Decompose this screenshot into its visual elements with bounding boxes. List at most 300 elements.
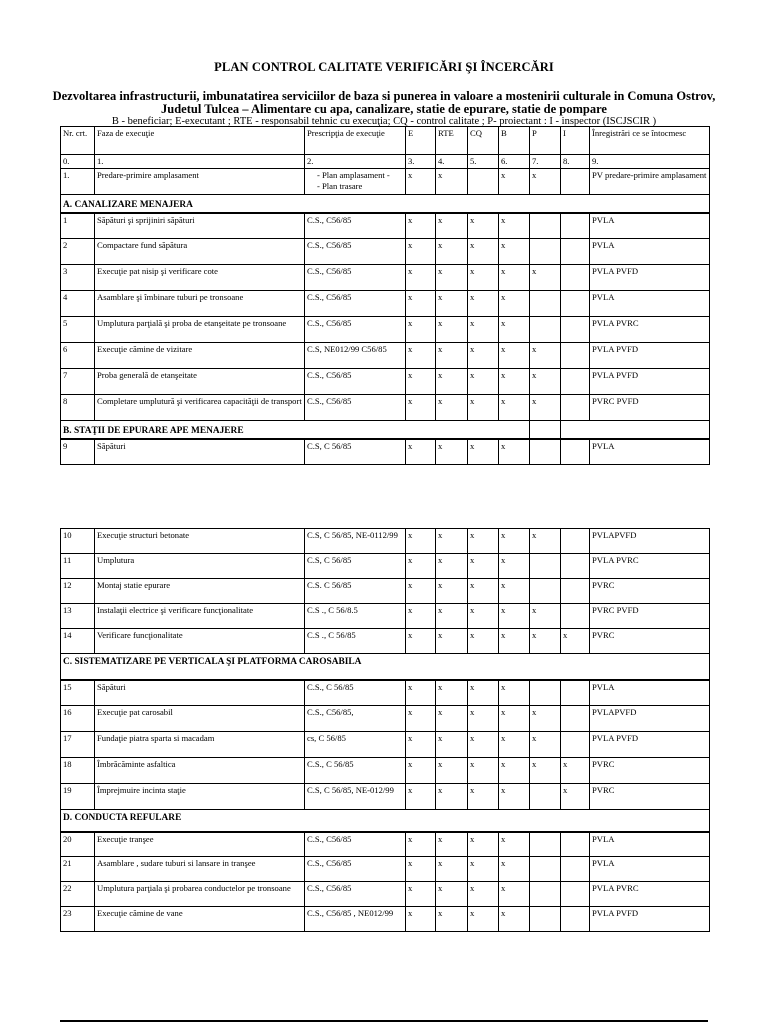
row-cq: x [468,784,499,810]
row-p: x [530,529,561,554]
row-cq: x [468,291,499,317]
row-p [530,784,561,810]
row-inregistrari: PVLA [590,857,710,882]
row-p [530,317,561,343]
column-number: 6. [499,155,530,169]
header-cq: CQ [468,127,499,155]
row-p [530,907,561,932]
row-p: x [530,265,561,291]
row-i: x [561,758,590,784]
row-faza: Săpături [95,439,305,465]
row-prescriptie [305,169,406,195]
header-nr: Nr. crt. [61,127,95,155]
row-prescriptie: C.S., C56/85 [305,882,406,907]
row-faza: Execuţie cămine de vizitare [95,343,305,369]
row-b: x [499,732,530,758]
row-rte: x [436,529,468,554]
row-i [561,529,590,554]
row-cq: x [468,554,499,579]
row-number: 14 [61,629,95,654]
table-row [61,369,710,395]
row-p: x [530,369,561,395]
row-rte: x [436,832,468,857]
row-prescriptie: C.S., C56/85 [305,265,406,291]
row-cq: x [468,579,499,604]
row-rte: x [436,882,468,907]
row-faza: Execuţie tranşee [95,832,305,857]
row-cq [468,169,499,195]
row-cq: x [468,629,499,654]
row-b: x [499,758,530,784]
row-rte: x [436,395,468,421]
row-e: x [406,369,436,395]
table-row [61,857,710,882]
row-i [561,317,590,343]
row-inregistrari: PVRC [590,784,710,810]
row-e: x [406,629,436,654]
row-rte: x [436,343,468,369]
row-faza: Umplutura [95,554,305,579]
row-prescriptie: C.S., C 56/85 [305,758,406,784]
row-number: 16 [61,706,95,732]
row-faza: Execuţie pat carosabil [95,706,305,732]
row-p [530,291,561,317]
row-e: x [406,439,436,465]
header-p: P [530,127,561,155]
row-e: x [406,291,436,317]
row-p: x [530,395,561,421]
row-e: x [406,857,436,882]
row-prescriptie: C.S, C 56/85, NE-012/99 [305,784,406,810]
row-b: x [499,784,530,810]
row-rte: x [436,213,468,239]
row-b: x [499,291,530,317]
row-cq: x [468,732,499,758]
row-b: x [499,554,530,579]
row-number: 22 [61,882,95,907]
next-page-table-edge [60,1020,708,1022]
header-inregistrari: Înregistrări ce se întocmesc [590,127,710,155]
row-b: x [499,395,530,421]
row-inregistrari: PVLA [590,239,710,265]
row-i [561,369,590,395]
row-e: x [406,758,436,784]
row-faza: Asamblare , sudare tuburi si lansare in tranşee [95,857,305,882]
table-row [61,680,710,706]
column-number: 9. [590,155,710,169]
section-d-rows [61,832,710,932]
row-rte: x [436,554,468,579]
section-b-rows [61,529,710,654]
row-inregistrari: PVLA [590,291,710,317]
row-number: 20 [61,832,95,857]
column-number-row [61,155,710,169]
row-number: 4 [61,291,95,317]
column-number: 8. [561,155,590,169]
header-prescriptie: Prescripţia de execuţie [305,127,406,155]
row-b: x [499,706,530,732]
table-row [61,213,710,239]
section-a-rows [61,213,710,421]
prescriptie-item: - Plan trasare [329,181,403,192]
row-faza: Instalaţii electrice şi verificare funcţionalitate [95,604,305,629]
document-subtitle: Dezvoltarea infrastructurii, imbunatatirea serviciilor de baza si punerea in valoare a mostenirii culturale in Comuna Ostrov, Judetul Tulcea – Alimentare cu apa, canalizare, statie de epurare, statie de pompare [52,89,716,116]
row-i [561,395,590,421]
row-faza: Asamblare şi îmbinare tuburi pe tronsoane [95,291,305,317]
row-inregistrari: PVLA PVFD [590,265,710,291]
row-e: x [406,907,436,932]
row-i [561,907,590,932]
row-number: 5 [61,317,95,343]
row-e: x [406,706,436,732]
row-rte: x [436,439,468,465]
row-inregistrari: PVRC PVFD [590,395,710,421]
control-table-page-bottom [60,528,710,932]
row-i [561,169,590,195]
row-b: x [499,169,530,195]
section-title: B. STAŢII DE EPURARE APE MENAJERE [61,421,530,439]
control-table-page-top [60,126,710,465]
row-cq: x [468,857,499,882]
row-e: x [406,317,436,343]
row-p [530,213,561,239]
row-prescriptie: C.S., C56/85, [305,706,406,732]
row-number: 1. [61,169,95,195]
row-rte: x [436,579,468,604]
row-i [561,343,590,369]
row-faza: Săpături [95,680,305,706]
row-faza: Execuţie cămine de vane [95,907,305,932]
table-row [61,239,710,265]
empty-cell [530,421,561,439]
row-faza: Îmbrăcăminte asfaltica [95,758,305,784]
table-row [61,732,710,758]
row-number: 23 [61,907,95,932]
row-p: x [530,732,561,758]
row-p: x [530,706,561,732]
row-i [561,554,590,579]
row-cq: x [468,369,499,395]
row-prescriptie: C.S., C56/85 [305,317,406,343]
row-rte: x [436,604,468,629]
header-rte: RTE [436,127,468,155]
row-faza: Completare umplutură şi verificarea capacităţii de transport [95,395,305,421]
row-number: 7 [61,369,95,395]
row-p [530,439,561,465]
row-i [561,604,590,629]
row-p [530,857,561,882]
row-e: x [406,680,436,706]
row-e: x [406,554,436,579]
row-cq: x [468,265,499,291]
row-cq: x [468,907,499,932]
prescriptie-item: - Plan amplasament - [329,170,403,181]
row-faza: Împrejmuire incinta staţie [95,784,305,810]
row-faza: Compactare fund săpătura [95,239,305,265]
row-cq: x [468,680,499,706]
row-faza: Verificare funcţionalitate [95,629,305,654]
column-number: 4. [436,155,468,169]
row-i [561,680,590,706]
row-i [561,857,590,882]
header-row [61,127,710,155]
row-p [530,882,561,907]
section-title: D. CONDUCTA REFULARE [61,810,710,832]
row-i [561,239,590,265]
row-number: 1 [61,213,95,239]
row-prescriptie: C.S, C 56/85 [305,439,406,465]
row-p [530,680,561,706]
row-faza: Proba generală de etanşeitate [95,369,305,395]
row-prescriptie: cs, C 56/85 [305,732,406,758]
column-number: 3. [406,155,436,169]
row-number: 2 [61,239,95,265]
row-e: x [406,529,436,554]
row-inregistrari: PV predare-primire amplasament [590,169,710,195]
row-rte: x [436,706,468,732]
section-title: C. SISTEMATIZARE PE VERTICALA ŞI PLATFORMA CAROSABILA [61,654,710,680]
row-rte: x [436,732,468,758]
row-inregistrari: PVLA [590,439,710,465]
row-e: x [406,239,436,265]
row-b: x [499,832,530,857]
row-cq: x [468,758,499,784]
row-prescriptie: C.S, C 56/85, NE-0112/99 [305,529,406,554]
row-i [561,579,590,604]
row-number: 18 [61,758,95,784]
row-prescriptie: C.S, C 56/85 [305,554,406,579]
row-prescriptie: C.S., C56/85 , NE012/99 [305,907,406,932]
row-rte: x [436,317,468,343]
row-p [530,239,561,265]
row-p [530,579,561,604]
row-p: x [530,343,561,369]
row-rte: x [436,758,468,784]
row-cq: x [468,317,499,343]
row-inregistrari: PVLA PVRC [590,554,710,579]
table-row [61,317,710,343]
row-rte: x [436,291,468,317]
table-row [61,832,710,857]
row-rte: x [436,857,468,882]
row-inregistrari: PVLAPVFD [590,706,710,732]
row-cq: x [468,239,499,265]
table-row [61,579,710,604]
column-number: 2. [305,155,406,169]
row-p: x [530,169,561,195]
row-p: x [530,604,561,629]
row-faza: Montaj statie epurare [95,579,305,604]
row-i [561,732,590,758]
column-number: 1. [95,155,305,169]
header-i: I [561,127,590,155]
row-e: x [406,604,436,629]
row-b: x [499,907,530,932]
row-faza: Execuţie structuri betonate [95,529,305,554]
row-i [561,265,590,291]
row-rte: x [436,169,468,195]
row-b: x [499,882,530,907]
row-rte: x [436,629,468,654]
row-inregistrari: PVLA [590,680,710,706]
section-header-b [61,421,710,439]
column-number: 5. [468,155,499,169]
row-number: 6 [61,343,95,369]
row-b: x [499,317,530,343]
row-inregistrari: PVLA PVFD [590,732,710,758]
row-i [561,882,590,907]
document-title: PLAN CONTROL CALITATE VERIFICĂRI ŞI ÎNCERCĂRI [214,60,554,74]
table-row [61,343,710,369]
row-b: x [499,213,530,239]
row-prescriptie: C.S. C 56/85 [305,579,406,604]
row-prescriptie: C.S., C56/85 [305,857,406,882]
row-b: x [499,239,530,265]
row-prescriptie: C.S., C56/85 [305,239,406,265]
table-row [61,265,710,291]
row-faza: Săpături şi sprijiniri săpături [95,213,305,239]
table-row [61,529,710,554]
row-p [530,832,561,857]
row-inregistrari: PVRC PVFD [590,604,710,629]
row-inregistrari: PVRC [590,629,710,654]
section-title: A. CANALIZARE MENAJERA [61,195,710,213]
row-cq: x [468,213,499,239]
row-cq: x [468,832,499,857]
table-row [61,907,710,932]
row-p [530,554,561,579]
row-inregistrari: PVRC [590,579,710,604]
row-cq: x [468,439,499,465]
row-b: x [499,579,530,604]
row-faza: Umplutura parţială şi proba de etanşeitate pe tronsoane [95,317,305,343]
row-prescriptie: C.S., C56/85 [305,395,406,421]
row-i [561,706,590,732]
column-number: 0. [61,155,95,169]
row-e: x [406,732,436,758]
row-faza: Execuţie pat nisip şi verificare cote [95,265,305,291]
row-e: x [406,832,436,857]
table-row [61,882,710,907]
row-number: 11 [61,554,95,579]
row-number: 19 [61,784,95,810]
row-e: x [406,343,436,369]
row-b: x [499,265,530,291]
table-row [61,395,710,421]
row-faza: Predare-primire amplasament [95,169,305,195]
row-prescriptie: C.S ., C 56/8.5 [305,604,406,629]
row-number: 15 [61,680,95,706]
row-e: x [406,265,436,291]
row-inregistrari: PVLA PVRC [590,317,710,343]
section-header-d [61,810,710,832]
row-inregistrari: PVLA [590,213,710,239]
row-i [561,832,590,857]
row-prescriptie: C.S, NE012/99 C56/85 [305,343,406,369]
row-inregistrari: PVLA PVRC [590,882,710,907]
row-b: x [499,369,530,395]
row-inregistrari: PVLA PVFD [590,907,710,932]
row-number: 13 [61,604,95,629]
row-cq: x [468,395,499,421]
row-e: x [406,579,436,604]
row-p: x [530,629,561,654]
row-prescriptie: C.S., C56/85 [305,832,406,857]
row-inregistrari: PVLAPVFD [590,529,710,554]
section-header-a [61,195,710,213]
row-number: 9 [61,439,95,465]
row-b: x [499,439,530,465]
row-inregistrari: PVRC [590,758,710,784]
row-rte: x [436,907,468,932]
column-number: 7. [530,155,561,169]
table-row [61,169,710,195]
row-e: x [406,784,436,810]
row-faza: Umplutura parţiala şi probarea conductelor pe tronsoane [95,882,305,907]
row-i: x [561,629,590,654]
row-cq: x [468,882,499,907]
row-b: x [499,680,530,706]
empty-cell [561,421,710,439]
row-prescriptie: C.S., C56/85 [305,213,406,239]
section-header-c [61,654,710,680]
table-row [61,784,710,810]
row-prescriptie: C.S., C56/85 [305,369,406,395]
section-c-rows [61,680,710,810]
row-i [561,439,590,465]
row-cq: x [468,706,499,732]
row-prescriptie: C.S., C56/85 [305,291,406,317]
row-number: 17 [61,732,95,758]
row-b: x [499,604,530,629]
row-prescriptie: C.S., C 56/85 [305,680,406,706]
row-inregistrari: PVLA PVFD [590,369,710,395]
row-b: x [499,529,530,554]
row-number: 21 [61,857,95,882]
row-prescriptie: C.S ., C 56/85 [305,629,406,654]
row-faza: Fundaţie piatra sparta si macadam [95,732,305,758]
row-inregistrari: PVLA PVFD [590,343,710,369]
row-i [561,291,590,317]
row-cq: x [468,529,499,554]
row-b: x [499,857,530,882]
row-e: x [406,395,436,421]
row-rte: x [436,784,468,810]
row-cq: x [468,604,499,629]
row-e: x [406,169,436,195]
row-e: x [406,213,436,239]
table-row [61,629,710,654]
table-row [61,604,710,629]
table-row [61,706,710,732]
table-row [61,291,710,317]
row-number: 3 [61,265,95,291]
row-rte: x [436,239,468,265]
row-e: x [406,882,436,907]
table-row [61,758,710,784]
row-rte: x [436,265,468,291]
table-row [61,439,710,465]
header-faza: Faza de execuţie [95,127,305,155]
row-rte: x [436,680,468,706]
row-b: x [499,629,530,654]
row-i: x [561,784,590,810]
row-number: 12 [61,579,95,604]
table-row [61,554,710,579]
row-rte: x [436,369,468,395]
row-p: x [530,758,561,784]
row-inregistrari: PVLA [590,832,710,857]
